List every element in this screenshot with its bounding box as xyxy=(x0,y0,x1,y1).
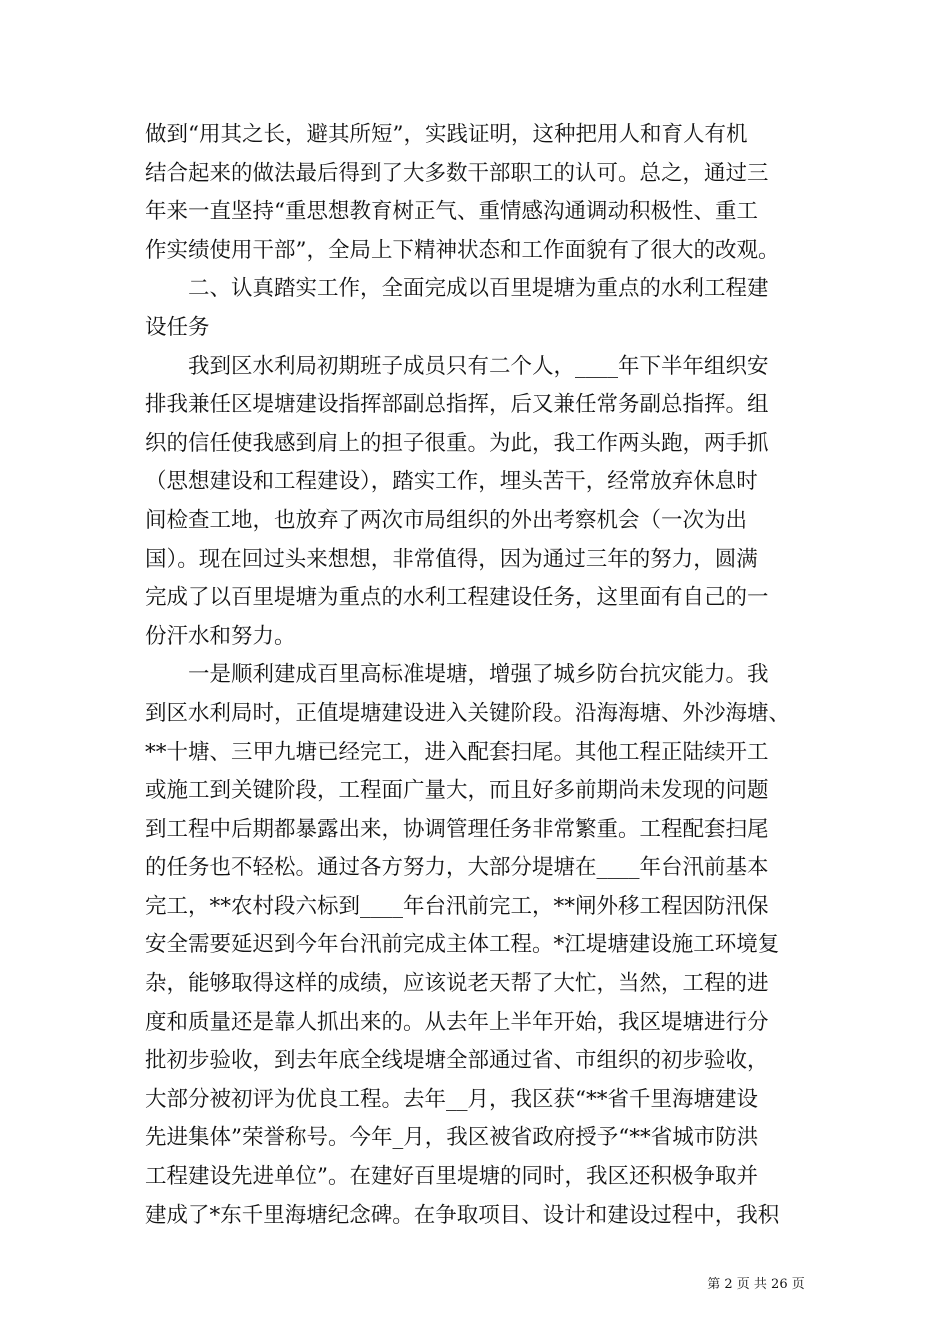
section-heading-line: 设任务 xyxy=(145,314,210,340)
text-line: 结合起来的做法最后得到了大多数干部职工的认可。总之，通过三 xyxy=(145,160,769,186)
text-line: 国）。现在回过头来想想，非常值得，因为通过三年的努力，圆满 xyxy=(145,546,758,572)
page-footer xyxy=(0,1276,950,1294)
text-line: 度和质量还是靠人抓出来的。从去年上半年开始，我区堤塘进行分 xyxy=(145,1009,769,1035)
text-line: 的任务也不轻松。通过各方努力，大部分堤塘在____年台汛前基本 xyxy=(145,855,769,881)
text-line: 排我兼任区堤塘建设指挥部副总指挥，后又兼任常务副总指挥。组 xyxy=(145,392,769,418)
text-line: 织的信任使我感到肩上的担子很重。为此，我工作两头跑，两手抓 xyxy=(145,430,769,456)
section-heading-line: 二、认真踏实工作，全面完成以百里堤塘为重点的水利工程建 xyxy=(145,276,769,302)
text-line: 或施工到关键阶段，工程面广量大，而且好多前期尚未发现的问题 xyxy=(145,778,769,804)
text-line: **十塘、三甲九塘已经完工，进入配套扫尾。其他工程正陆续开工 xyxy=(145,739,769,765)
text-line: 完工，**农村段六标到____年台汛前完工，**闸外移工程因防汛保 xyxy=(145,893,769,919)
text-line: 我到区水利局初期班子成员只有二个人，____年下半年组织安 xyxy=(145,353,769,379)
text-line: 做到“用其之长，避其所短”，实践证明，这种把用人和育人有机 xyxy=(145,122,748,147)
text-line: 工程建设先进单位”。在建好百里堤塘的同时，我区还积极争取并 xyxy=(145,1164,758,1190)
text-line: 到区水利局时，正值堤塘建设进入关键阶段。沿海海塘、外沙海塘、 xyxy=(145,700,791,726)
text-line: 杂，能够取得这样的成绩，应该说老天帮了大忙，当然，工程的进 xyxy=(145,971,769,997)
text-line: 批初步验收，到去年底全线堤塘全部通过省、市组织的初步验收， xyxy=(145,1048,769,1074)
text-line: 间检查工地，也放弃了两次市局组织的外出考察机会（一次为出 xyxy=(145,507,748,533)
text-line: 份汗水和努力。 xyxy=(145,623,296,649)
text-line: 大部分被初评为优良工程。去年__月，我区获“**省千里海塘建设 xyxy=(145,1086,758,1112)
text-line: 建成了*东千里海塘纪念碑。在争取项目、设计和建设过程中，我积 xyxy=(145,1202,780,1228)
text-line: （思想建设和工程建设），踏实工作，埋头苦干，经常放弃休息时 xyxy=(145,469,758,495)
text-line: 安全需要延迟到今年台汛前完成主体工程。*江堤塘建设施工环境复 xyxy=(145,932,780,958)
document-body xyxy=(145,116,807,1235)
text-line: 一是顺利建成百里高标准堤塘，增强了城乡防台抗灾能力。我 xyxy=(145,662,769,688)
text-line: 到工程中后期都暴露出来，协调管理任务非常繁重。工程配套扫尾 xyxy=(145,816,769,842)
text-line: 完成了以百里堤塘为重点的水利工程建设任务，这里面有自己的一 xyxy=(145,585,769,611)
text-line: 作实绩使用干部”，全局上下精神状态和工作面貌有了很大的改观。 xyxy=(145,237,780,263)
page-number: 第 2 页 共 26 页 xyxy=(707,1277,805,1292)
text-line: 年来一直坚持“重思想教育树正气、重情感沟通调动积极性、重工 xyxy=(145,199,758,225)
text-line: 先进集体”荣誉称号。今年_月，我区被省政府授予“**省城市防洪 xyxy=(145,1125,759,1151)
